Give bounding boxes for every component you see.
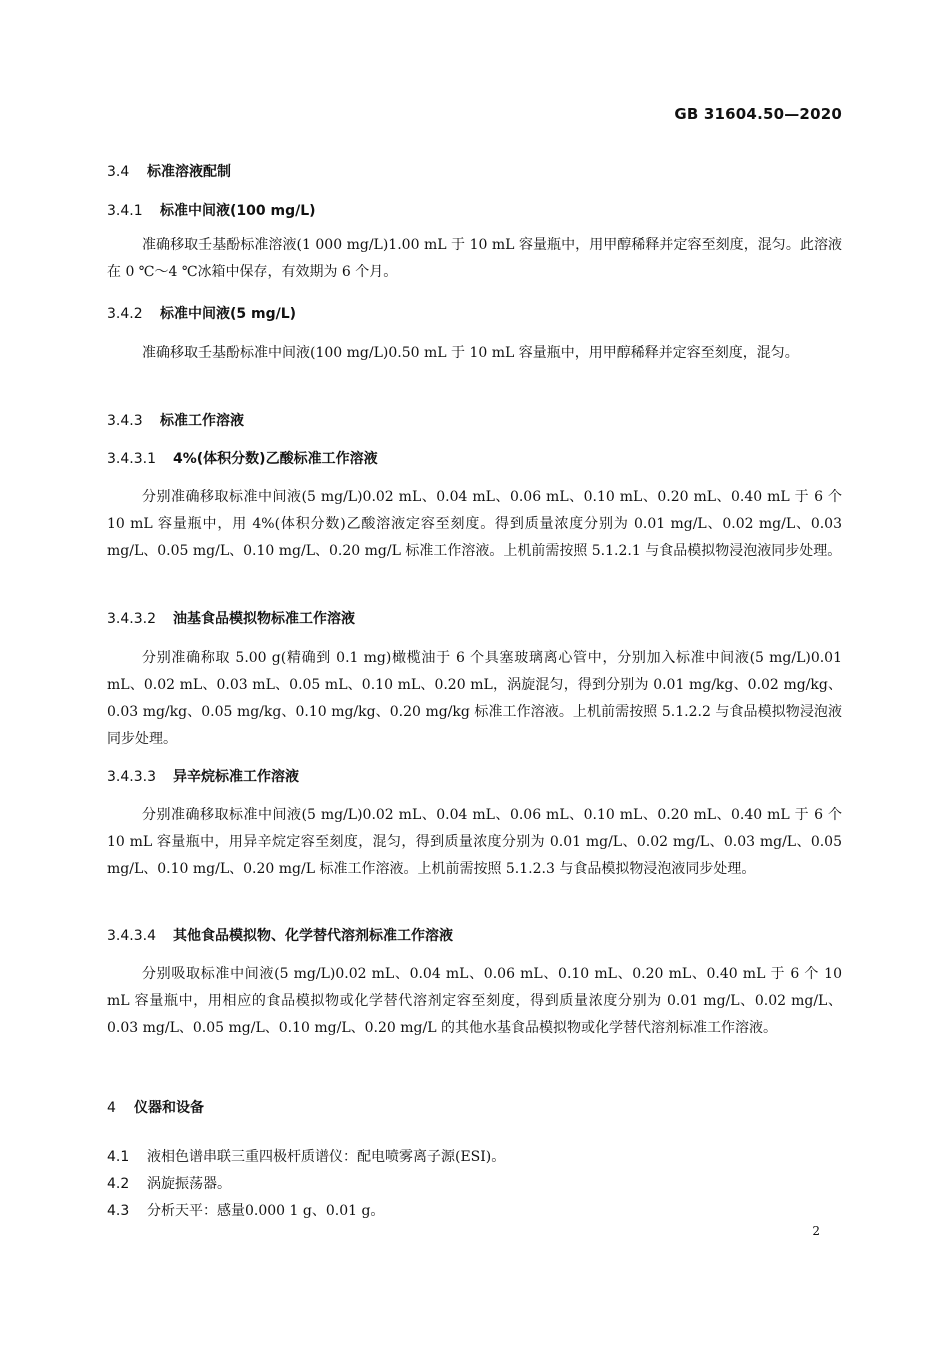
item-number: 4.2 <box>107 1176 130 1192</box>
paragraph-3-4-3-1: 分别准确移取标准中间液(5 mg/L)0.02 mL、0.04 mL、0.06 mL、0.10 mL、0.20 mL、0.40 mL 于 6 个 10 mL 容量瓶中，用 4%(体积分数)乙酸溶液定容至刻度。得到质量浓度分别为 0.01 mg/L、0.02 mg/L、0.03 mg/L、0.05 mg/L、0.10 mg/L、0.20 mg/L 标准工作溶液。上机前需按照 5.1.2.1 与食品模拟物浸泡液同步处理。 <box>107 489 842 559</box>
section-title: 标准溶液配制 <box>147 164 231 180</box>
section-number: 3.4.3.2 <box>107 611 156 627</box>
paragraph-3-4-1: 准确移取壬基酚标准溶液(1 000 mg/L)1.00 mL 于 10 mL 容量瓶中，用甲醇稀释并定容至刻度，混匀。此溶液在 0 ℃～4 ℃冰箱中保存，有效期为 6 个月。 <box>107 237 842 280</box>
item-number: 4.3 <box>107 1203 130 1219</box>
section-heading-3-4-2 <box>107 303 296 323</box>
section-number: 3.4.1 <box>107 203 143 219</box>
section-title: 异辛烷标准工作溶液 <box>173 769 299 785</box>
section-heading-3-4-1 <box>107 200 316 220</box>
section-number: 3.4.3.4 <box>107 928 156 944</box>
item-text: 液相色谱串联三重四极杆质谱仪：配电喷雾离子源(ESI)。 <box>147 1149 506 1165</box>
paragraph-3-4-3-4: 分别吸取标准中间液(5 mg/L)0.02 mL、0.04 mL、0.06 mL、0.10 mL、0.20 mL、0.40 mL 于 6 个 10 mL 容量瓶中，用相应的食品模拟物或化学替代溶剂定容至刻度，得到质量浓度分别为 0.01 mg/L、0.02 mg/L、0.03 mg/L、0.05 mg/L、0.10 mg/L、0.20 mg/L 的其他水基食品模拟物或化学替代溶剂标准工作溶液。 <box>107 966 842 1036</box>
section-number: 4 <box>107 1100 116 1116</box>
section-heading-3-4-3 <box>107 410 244 430</box>
section-heading-4 <box>107 1097 204 1117</box>
item-number: 4.1 <box>107 1149 130 1165</box>
section-heading-3-4-3-1 <box>107 448 378 468</box>
section-title: 油基食品模拟物标准工作溶液 <box>173 611 355 627</box>
paragraph-3-4-3-2: 分别准确称取 5.00 g(精确到 0.1 mg)橄榄油于 6 个具塞玻璃离心管中，分别加入标准中间液(5 mg/L)0.01 mL、0.02 mL、0.03 mL、0.05 mL、0.10 mL、0.20 mL，涡旋混匀，得到分别为 0.01 mg/kg、0.02 mg/kg、0.03 mg/kg、0.05 mg/kg、0.10 mg/kg、0.20 mg/kg 标准工作溶液。上机前需按照 5.1.2.2 与食品模拟物浸泡液同步处理。 <box>107 650 842 747</box>
section-heading-3-4-3-4 <box>107 925 453 945</box>
section-number: 3.4.2 <box>107 306 143 322</box>
list-item <box>107 1200 384 1220</box>
section-number: 3.4.3.1 <box>107 451 156 467</box>
standard-code: GB 31604.50—2020 <box>674 105 842 123</box>
section-title: 4%(体积分数)乙酸标准工作溶液 <box>173 451 378 467</box>
list-item <box>107 1146 505 1166</box>
page-number: 2 <box>812 1224 820 1238</box>
section-heading-3-4-3-2 <box>107 608 355 628</box>
section-heading-3-4 <box>107 161 231 181</box>
section-heading-3-4-3-3 <box>107 766 299 786</box>
section-number: 3.4.3.3 <box>107 769 156 785</box>
section-number: 3.4.3 <box>107 413 143 429</box>
item-text: 分析天平：感量0.000 1 g、0.01 g。 <box>147 1203 385 1219</box>
paragraph-3-4-3-3: 分别准确移取标准中间液(5 mg/L)0.02 mL、0.04 mL、0.06 mL、0.10 mL、0.20 mL、0.40 mL 于 6 个10 mL 容量瓶中，用异辛烷定容至刻度，混匀，得到质量浓度分别为 0.01 mg/L、0.02 mg/L、0.03 mg/L、0.05 mg/L、0.10 mg/L、0.20 mg/L 标准工作溶液。上机前需按照 5.1.2.3 与食品模拟物浸泡液同步处理。 <box>107 807 842 877</box>
section-number: 3.4 <box>107 164 130 180</box>
item-text: 涡旋振荡器。 <box>147 1176 231 1192</box>
section-title: 其他食品模拟物、化学替代溶剂标准工作溶液 <box>173 928 453 944</box>
section-title: 仪器和设备 <box>134 1100 204 1116</box>
section-title: 标准工作溶液 <box>160 413 244 429</box>
list-item <box>107 1173 231 1193</box>
paragraph-3-4-2: 准确移取壬基酚标准中间液(100 mg/L)0.50 mL 于 10 mL 容量瓶中，用甲醇稀释并定容至刻度，混匀。 <box>142 345 799 361</box>
section-title: 标准中间液(100 mg/L) <box>160 203 316 219</box>
section-title: 标准中间液(5 mg/L) <box>160 306 297 322</box>
